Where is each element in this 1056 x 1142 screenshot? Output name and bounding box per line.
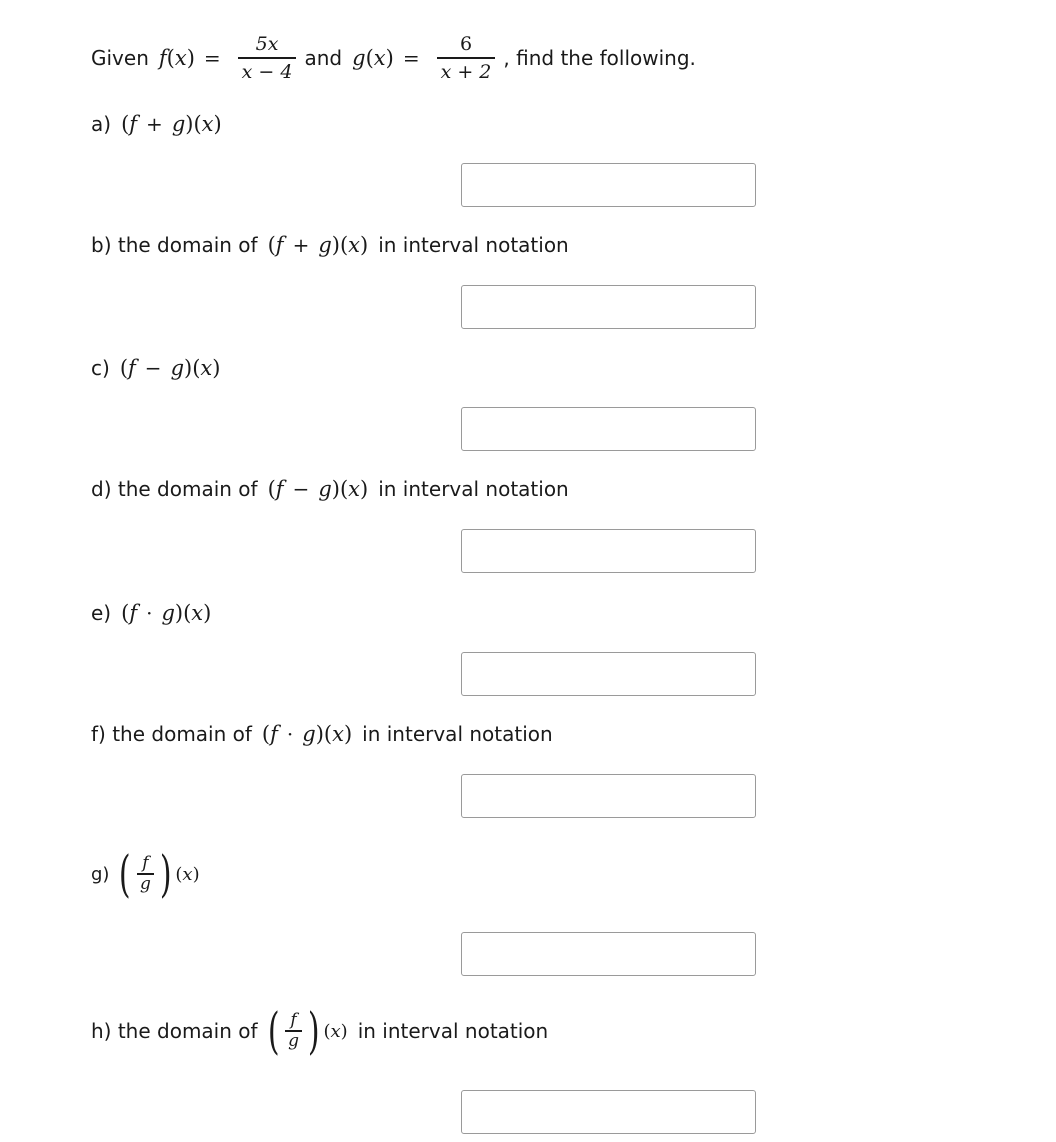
g-denominator: x + 2 (440, 60, 492, 83)
answer-d-input[interactable] (461, 529, 756, 573)
find-text: , find the following. (503, 46, 696, 70)
question-d: d) the domain of ( f − g )( x ) in interval notation (91, 477, 569, 501)
answer-c-input[interactable] (461, 407, 756, 451)
question-d-suffix: in interval notation (378, 477, 569, 501)
question-c-label: c) (91, 356, 110, 380)
g-numerator: 6 (459, 33, 473, 56)
f-fraction (238, 31, 297, 85)
answer-a-input[interactable] (461, 163, 756, 207)
question-h-suffix: in interval notation (357, 1019, 549, 1043)
problem-statement: Given f ( x ) = $\frac{5x}{x - 4}$ and g ( x ) = $\frac{6}{x + 2}$ , find the following. (91, 33, 696, 83)
question-b-label: b) the domain of (91, 233, 258, 257)
question-b-suffix: in interval notation (378, 233, 569, 257)
question-a-label: a) (91, 112, 112, 136)
question-b: b) the domain of ( f + g )( x ) in interval notation (91, 233, 569, 257)
g-fraction (437, 31, 496, 85)
answer-f-input[interactable] (461, 774, 756, 818)
f-over-g-fraction: $\frac{f}{g}$ (285, 1011, 302, 1050)
answer-h-input[interactable] (461, 1090, 756, 1134)
f-name: f (158, 46, 167, 70)
question-g: g) ( $\frac{f}{g}$ ) ( x ) (91, 845, 200, 903)
question-f-label: f) the domain of (91, 722, 252, 746)
given-text: Given (91, 46, 149, 70)
answer-g-input[interactable] (461, 932, 756, 976)
question-f: f) the domain of ( f · g )( x ) in interval notation (91, 722, 553, 746)
question-c: c) ( f − g )( x ) (91, 356, 221, 380)
f-numerator: 5x (255, 33, 279, 56)
f-denominator: x − 4 (241, 60, 293, 83)
question-a: a) ( f + g )( x ) (91, 112, 222, 136)
question-d-label: d) the domain of (91, 477, 258, 501)
and-text: and (304, 46, 343, 70)
question-e: e) ( f · g )( x ) (91, 601, 212, 625)
answer-e-input[interactable] (461, 652, 756, 696)
g-name: g (352, 46, 366, 70)
f-over-g-fraction: $\frac{f}{g}$ (137, 854, 154, 893)
question-f-suffix: in interval notation (362, 722, 553, 746)
question-e-label: e) (91, 601, 112, 625)
question-g-label: g) (91, 863, 110, 885)
question-h-label: h) the domain of (91, 1019, 258, 1043)
question-h: h) the domain of ( $\frac{f}{g}$ ) ( x ) in interval notation (91, 1002, 549, 1060)
answer-b-input[interactable] (461, 285, 756, 329)
